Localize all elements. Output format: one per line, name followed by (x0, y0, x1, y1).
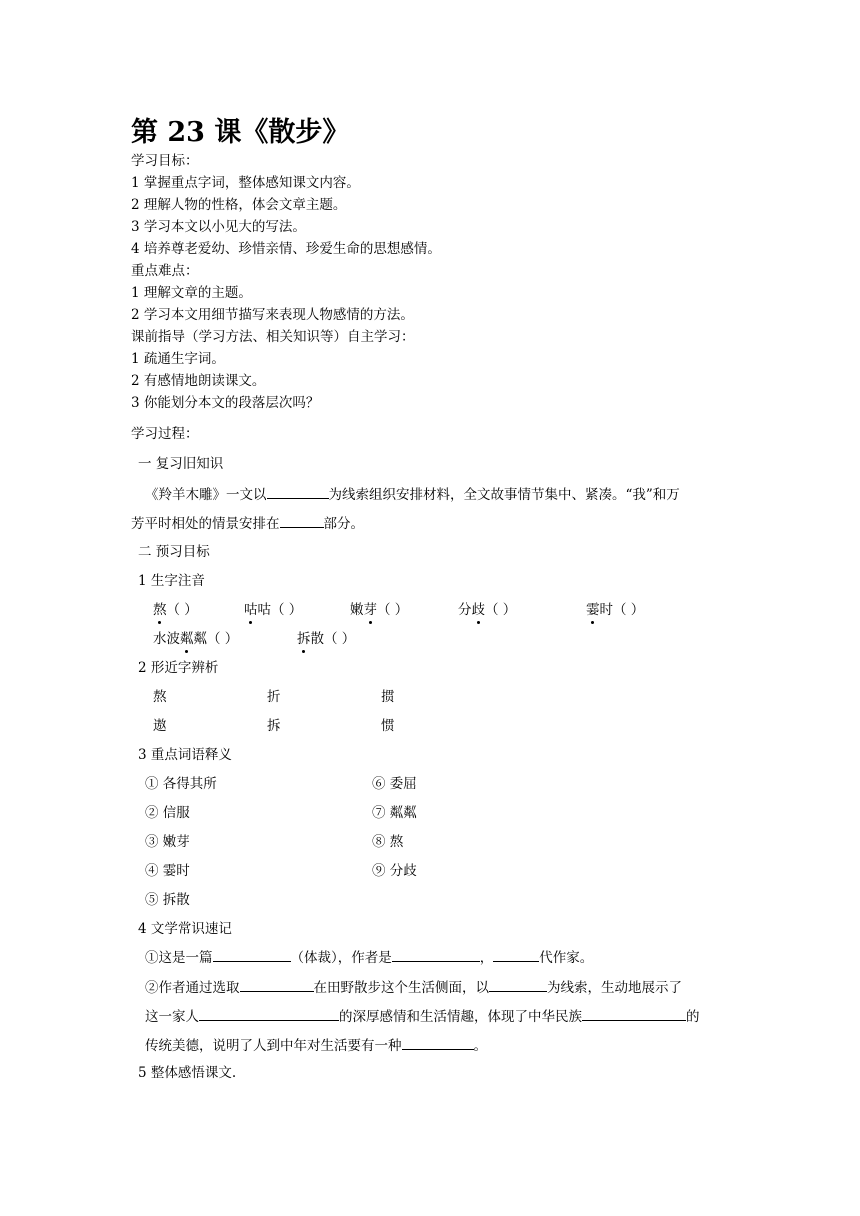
difficulty-item: 2 学习本文用细节描写来表现人物感情的方法。 (131, 307, 414, 323)
vocab-item: ⑦ 粼粼 (372, 805, 417, 821)
fill-blank[interactable] (267, 484, 329, 499)
difficulty-item: 1 理解文章的主题。 (131, 285, 252, 301)
preview-heading: 课前指导（学习方法、相关知识等）自主学习： (131, 329, 415, 345)
similar-char: 掼 (381, 689, 395, 705)
fill-blank[interactable] (489, 977, 547, 992)
fill-blank[interactable] (199, 1006, 339, 1021)
literature-line-2: ②作者通过选取 在田野散步这个生活侧面，以 为线索，生动地展示了 (145, 977, 682, 998)
goal-item: 1 掌握重点字词，整体感知课文内容。 (131, 175, 360, 191)
literature-heading: 4 文学常识速记 (138, 921, 232, 937)
vocab-item: ③ 嫩芽 (145, 834, 190, 850)
similar-char: 熬 (153, 689, 167, 705)
difficulties-heading: 重点难点： (131, 263, 199, 279)
pinyin-item: 拆散（ ） (297, 631, 356, 647)
fill-blank[interactable] (392, 947, 480, 962)
vocab-item: ⑨ 分歧 (372, 863, 417, 879)
section-preview-heading: 二 预习目标 (138, 544, 210, 560)
section-review-heading: 一 复习旧知识 (138, 456, 224, 472)
similar-char: 遨 (153, 718, 167, 734)
pinyin-item: 分歧（ ） (458, 602, 517, 618)
vocab-item: ⑥ 委屈 (372, 776, 417, 792)
pinyin-heading: 1 生字注音 (138, 573, 205, 589)
fill-blank[interactable] (213, 947, 291, 962)
fill-blank[interactable] (493, 947, 539, 962)
vocab-item: ⑧ 熬 (372, 834, 404, 850)
fill-blank[interactable] (582, 1006, 686, 1021)
vocab-heading: 3 重点词语释义 (138, 747, 232, 763)
preview-item: 3 你能划分本文的段落层次吗？ (131, 395, 320, 411)
pinyin-item: 熬（ ） (153, 602, 198, 618)
lesson-title: 第 23 课《散步》 (131, 117, 350, 148)
goal-item: 2 理解人物的性格，体会文章主题。 (131, 197, 347, 213)
preview-item: 2 有感情地朗读课文。 (131, 373, 266, 389)
preview-item: 1 疏通生字词。 (131, 351, 225, 367)
goal-item: 3 学习本文以小见大的写法。 (131, 219, 306, 235)
vocab-item: ④ 霎时 (145, 863, 190, 879)
pinyin-item: 霎时（ ） (586, 602, 645, 618)
literature-line-4: 传统美德，说明了人到中年对生活要有一种 。 (145, 1035, 487, 1056)
process-heading: 学习过程： (131, 426, 199, 442)
similar-char: 惯 (381, 718, 395, 734)
fill-blank[interactable] (280, 513, 324, 528)
whole-text-heading: 5 整体感悟课文. (138, 1065, 237, 1081)
pinyin-item: 嫩芽（ ） (350, 602, 409, 618)
similar-heading: 2 形近字辨析 (138, 660, 219, 676)
fill-blank[interactable] (240, 977, 314, 992)
similar-char: 折 (267, 689, 281, 705)
pinyin-item: 水波粼粼（ ） (153, 631, 239, 647)
review-line-1: 《羚羊木雕》一文以 为线索组织安排材料，全文故事情节集中、紧凑。“我”和万 (145, 484, 680, 505)
review-line-2: 芳平时相处的情景安排在 部分。 (131, 513, 364, 534)
pinyin-item: 咕咕（ ） (244, 602, 303, 618)
fill-blank[interactable] (402, 1035, 474, 1050)
vocab-item: ② 信服 (145, 805, 190, 821)
vocab-item: ① 各得其所 (145, 776, 217, 792)
vocab-item: ⑤ 拆散 (145, 892, 190, 908)
literature-line-3: 这一家人 的深厚感情和生活情趣，体现了中华民族 的 (145, 1006, 700, 1027)
similar-char: 拆 (267, 718, 281, 734)
literature-line-1: ①这是一篇 （体裁），作者是 ， 代作家。 (145, 947, 593, 968)
goals-heading: 学习目标： (131, 153, 199, 169)
goal-item: 4 培养尊老爱幼、珍惜亲情、珍爱生命的思想感情。 (131, 241, 441, 257)
